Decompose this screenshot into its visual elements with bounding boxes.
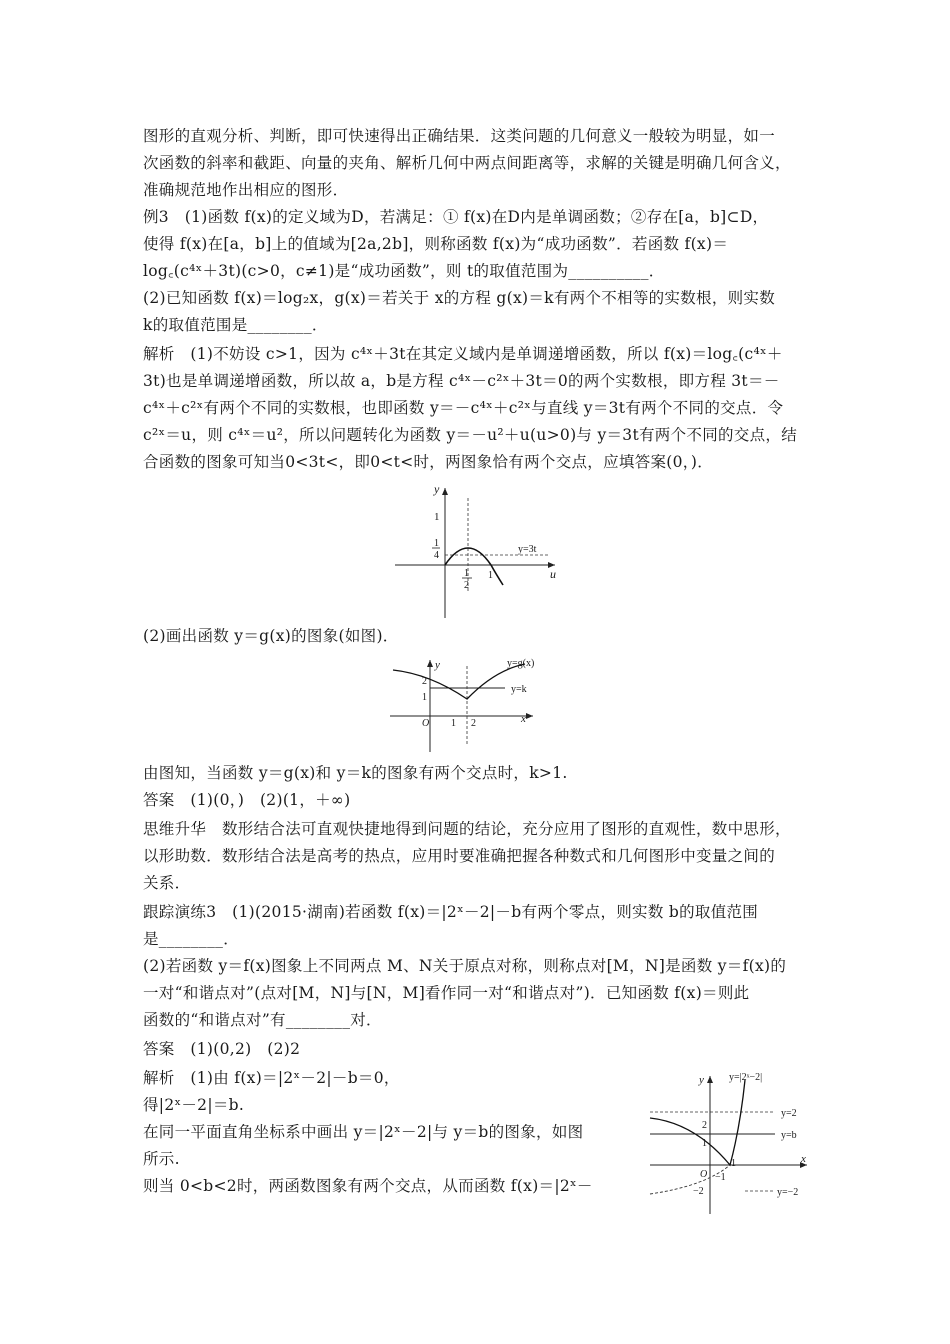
- fig3-tick-2: 2: [702, 1120, 707, 1131]
- fig3-line-ym2-label: y=−2: [777, 1187, 799, 1198]
- analysis3-line-2: 得|2ˣ－2|＝b.: [143, 1096, 245, 1114]
- summary-line-2: 以形助数．数形结合法是高考的热点，应用时要准确把握各种数式和几何图形中变量之间的: [143, 847, 776, 865]
- fig3-y-label: y: [699, 1074, 704, 1086]
- figure-abs-exp: [645, 1068, 815, 1218]
- conclusion-line: 由图知，当函数 y＝g(x)和 y＝k的图象有两个交点时，k>1.: [143, 764, 568, 782]
- fig3-curve-abs: [650, 1080, 745, 1165]
- fig1-y-label: y: [434, 482, 440, 496]
- intro-line-1: 图形的直观分析、判断，即可快速得出正确结果．这类问题的几何意义一般较为明显，如一: [143, 127, 776, 145]
- fig3-tick-x1: 1: [731, 1158, 736, 1169]
- practice-line-5: 函数的“和谐点对”有________对．: [143, 1011, 382, 1029]
- figure-parabola: [390, 478, 570, 623]
- fig3-origin: O: [700, 1169, 708, 1180]
- answer1-line: 答案 (1)(0，) (2)(1，＋∞): [143, 791, 351, 809]
- fig1-tick-quarter-num: 1: [434, 538, 439, 549]
- fig2-tick-x1: 1: [451, 718, 456, 729]
- intro-line-3: 准确规范地作出相应的图形．: [143, 181, 349, 199]
- fig2-curve-label: y=g(x): [507, 658, 535, 669]
- fig3-line-y2-label: y=2: [781, 1108, 797, 1119]
- analysis3-line-5: 则当 0<b<2时，两函数图象有两个交点，从而函数 f(x)＝|2ˣ－: [143, 1177, 593, 1195]
- fig1-tick-quarter-den: 4: [434, 550, 439, 561]
- analysis1-line-3: c⁴ˣ＋c²ˣ有两个不同的实数根，也即函数 y＝－c⁴ˣ＋c²ˣ与直线 y＝3t有两个不同的交点．令: [143, 399, 784, 417]
- example-line-3: log꜀(c⁴ˣ＋3t)(c>0，c≠1)是“成功函数”，则 t的取值范围为__________．: [143, 262, 665, 280]
- analysis3-line-1: 解析 (1)由 f(x)＝|2ˣ－2|－b＝0，: [143, 1069, 400, 1087]
- answer2-line: 答案 (1)(0,2) (2)2: [143, 1040, 301, 1058]
- fig1-x-label: u: [550, 567, 556, 581]
- summary-line-3: 关系．: [143, 874, 191, 892]
- analysis1-line-5: 合函数的图象可知当0<3t<，即0<t<时，两图象恰有两个交点，应填答案(0，)．: [143, 453, 713, 471]
- fig2-tick-y2: 2: [422, 676, 427, 687]
- summary-line-1: 思维升华 数形结合法可直观快捷地得到问题的结论，充分应用了图形的直观性，数中思形，: [143, 820, 791, 838]
- fig2-line-label: y=k: [511, 684, 527, 695]
- figure-gx: [385, 652, 545, 754]
- analysis1-line-1: 解析 (1)不妨设 c>1，因为 c⁴ˣ＋3t在其定义域内是单调递增函数，所以 f(x)＝log꜀(c⁴ˣ＋: [143, 345, 783, 363]
- fig1-tick-half-den: 2: [464, 580, 469, 591]
- fig1-tick-x1: 1: [488, 570, 493, 581]
- example-line-1: 例3 (1)函数 f(x)的定义域为D，若满足：① f(x)在D内是单调函数；②存在[a，b]⊂D，: [143, 208, 769, 226]
- fig3-tick-m2: −2: [693, 1186, 704, 1197]
- practice-line-1: 跟踪演练3 (1)(2015·湖南)若函数 f(x)＝|2ˣ－2|－b有两个零点，则实数 b的取值范围: [143, 903, 759, 921]
- fig1-y-arrow: [442, 488, 448, 495]
- practice-line-3: (2)若函数 y＝f(x)图象上不同两点 M、N关于原点对称，则称点对[M，N]是函数 y＝f(x)的: [143, 957, 787, 975]
- practice-line-4: 一对“和谐点对”(点对[M，N]与[N，M]看作同一对“和谐点对”)．已知函数 f(x)＝则此: [143, 984, 750, 1002]
- example-line-2: 使得 f(x)在[a，b]上的值域为[2a,2b]，则称函数 f(x)为“成功函数”．若函数 f(x)＝: [143, 235, 729, 253]
- fig3-x-label: x: [801, 1153, 806, 1165]
- fig2-curve-gx: [393, 664, 525, 699]
- practice-line-2: 是________．: [143, 930, 240, 948]
- fig2-origin: O: [422, 718, 430, 729]
- fig1-tick-y1: 1: [434, 511, 440, 523]
- fig1-tick-half-num: 1: [464, 568, 469, 579]
- example-line-5: k的取值范围是________．: [143, 316, 328, 334]
- fig2-tick-y1: 1: [422, 692, 427, 703]
- fig3-line-yb-label: y=b: [781, 1130, 797, 1141]
- analysis1-line-2: 3t)也是单调递增函数，所以故 a，b是方程 c⁴ˣ－c²ˣ＋3t＝0的两个实数根，即方程 3t＝－: [143, 372, 780, 390]
- fig1-parabola-curve: [445, 548, 503, 585]
- intro-line-2: 次函数的斜率和截距、向量的夹角、解析几何中两点间距离等，求解的关键是明确几何含义，: [143, 154, 791, 172]
- analysis2-line: (2)画出函数 y＝g(x)的图象(如图)．: [143, 627, 399, 645]
- fig3-curve-label: y=|2ˣ−2|: [729, 1072, 763, 1083]
- fig2-tick-x2: 2: [471, 718, 476, 729]
- analysis3-line-4: 所示.: [143, 1150, 180, 1168]
- fig3-tick-1: 1: [702, 1138, 707, 1149]
- example-line-4: (2)已知函数 f(x)＝log₂x，g(x)＝若关于 x的方程 g(x)＝k有两个不相等的实数根，则实数: [143, 289, 776, 307]
- fig1-line-label: y=3t: [518, 544, 537, 555]
- analysis1-line-4: c²ˣ＝u，则 c⁴ˣ＝u²，所以问题转化为函数 y＝－u²＋u(u>0)与 y＝3t有两个不同的交点，结: [143, 426, 797, 444]
- fig2-x-label: x: [521, 713, 526, 725]
- fig3-tick-m1: −1: [715, 1172, 726, 1183]
- analysis3-line-3: 在同一平面直角坐标系中画出 y＝|2ˣ－2|与 y＝b的图象，如图: [143, 1123, 584, 1141]
- fig2-y-label: y: [435, 659, 440, 671]
